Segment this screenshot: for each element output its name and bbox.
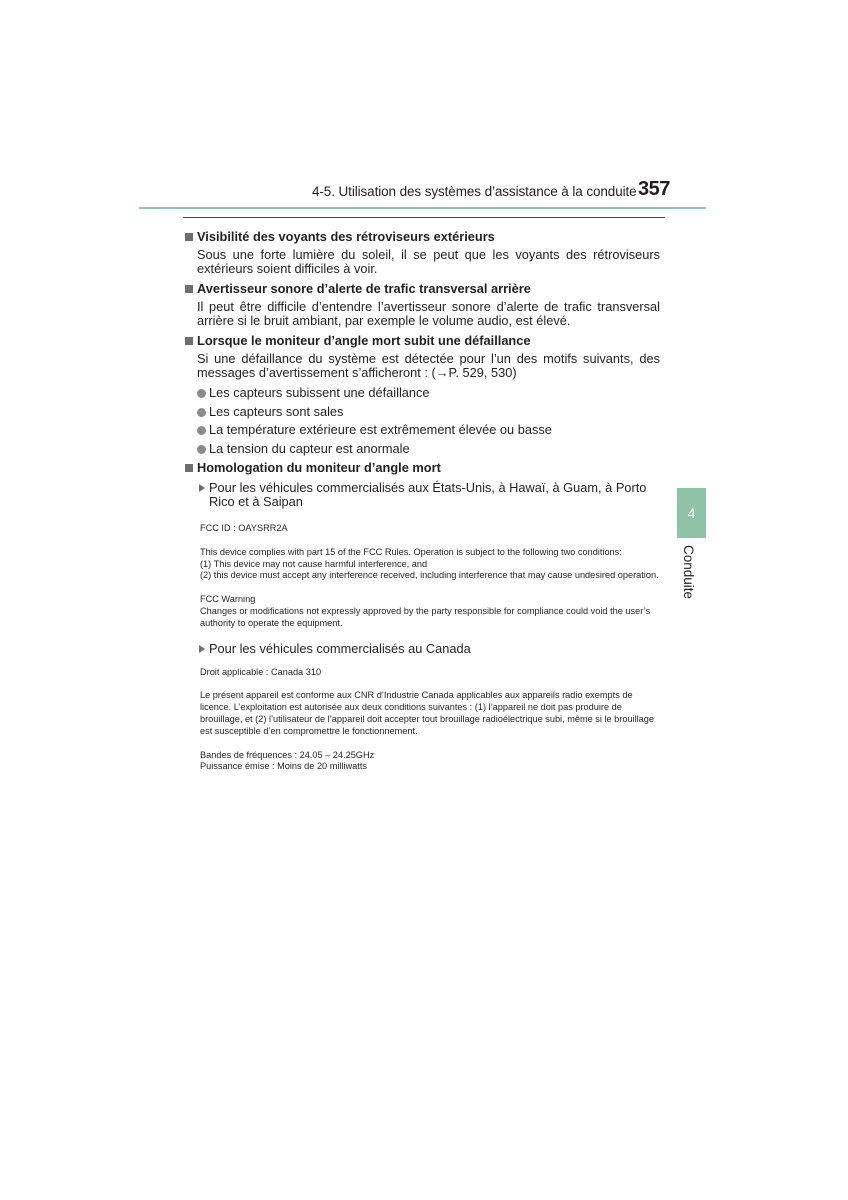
section-heading xyxy=(185,459,660,477)
square-bullet-icon xyxy=(185,337,193,345)
canada-vehicles-item xyxy=(185,642,660,656)
chapter-label: Conduite xyxy=(681,545,696,600)
arrow-right-icon xyxy=(199,645,205,653)
item-text: Pour les véhicules commercialisés au Canada xyxy=(209,640,471,656)
list-item-text: Les capteurs sont sales xyxy=(209,403,344,419)
content-rule xyxy=(183,217,665,218)
section-visibility xyxy=(185,228,660,276)
fcc-warning: FCC Warning Changes or modifications not expressly approved by the party responsible for compliance could void the user’s authority to operate the equipment. xyxy=(200,594,651,628)
canada-specs: Bandes de fréquences : 24.05 – 24.25GHz Puissance émise : Moins de 20 milliwatts xyxy=(200,749,375,772)
paragraph: Il peut être difficile d’entendre l’avertisseur sonore d’alerte de trafic transversal arrière si le bruit ambiant, par exemple le volume audio, est élevé. xyxy=(197,299,660,328)
section-heading xyxy=(185,280,660,298)
heading-text: Lorsque le moniteur d’angle mort subit une défaillance xyxy=(197,333,531,348)
section-heading xyxy=(185,332,660,350)
list-item xyxy=(185,384,660,403)
heading-text: Avertisseur sonore d’alerte de trafic transversal arrière xyxy=(197,281,531,296)
list-item xyxy=(185,421,660,440)
canada-law: Droit applicable : Canada 310 xyxy=(200,666,322,677)
chapter-tab xyxy=(677,488,706,538)
us-vehicles-item xyxy=(185,481,660,509)
list-item xyxy=(185,440,660,459)
section-title: 4-5. Utilisation des systèmes d’assistance à la conduite xyxy=(312,184,637,199)
canada-compliance-text: Le présent appareil est conforme aux CNR d’Industrie Canada applicables aux appareils radio exempts de licence. L’exploitation est autorisée aux deux conditions suivantes : (1) l’appareil ne doit pas produire de brouillage, et (2) l’utilisateur de l’appareil doit accepter tout brouillage radioélectrique subi, même si le brouillage est susceptible d’en compromettre le fonctionnement. xyxy=(200,690,655,736)
square-bullet-icon xyxy=(185,285,193,293)
fcc-compliance-text: This device complies with part 15 of the FCC Rules. Operation is subject to the following two conditions: (1) This device may not cause harmful interference, and (2) this device must accept any interference received, including interference that may cause undesired operation. xyxy=(200,546,659,581)
heading-text: Visibilité des voyants des rétroviseurs extérieurs xyxy=(197,229,495,244)
square-bullet-icon xyxy=(185,233,193,241)
header-rule xyxy=(139,207,706,209)
list-item-text: Les capteurs subissent une défaillance xyxy=(209,385,430,400)
list-item xyxy=(185,403,660,422)
list-item-text: La tension du capteur est anormale xyxy=(209,440,410,456)
paragraph: Si une défaillance du système est détectée pour l’un des motifs suivants, des messages d’avertissement s’afficheront : (→P. 529, 530) xyxy=(197,351,660,380)
section-homologation xyxy=(185,459,660,773)
fcc-id: FCC ID : OAYSRR2A xyxy=(200,523,288,533)
square-bullet-icon xyxy=(185,464,193,472)
item-text: Pour les véhicules commercialisés aux États-Unis, à Hawaï, à Guam, à Porto Rico et à Saipan xyxy=(209,480,647,509)
section-malfunction xyxy=(185,332,660,458)
page-content xyxy=(185,227,660,773)
section-heading xyxy=(185,228,660,246)
section-rear-cross-traffic xyxy=(185,280,660,328)
chapter-number: 4 xyxy=(687,505,696,521)
round-bullet-icon xyxy=(197,445,206,454)
round-bullet-icon xyxy=(197,426,206,435)
page-number: 357 xyxy=(638,178,670,200)
paragraph: Sous une forte lumière du soleil, il se peut que les voyants des rétroviseurs extérieurs soient difficiles à voir. xyxy=(197,247,660,276)
round-bullet-icon xyxy=(197,408,206,417)
list-item-text: La température extérieure est extrêmement élevée ou basse xyxy=(209,422,552,437)
round-bullet-icon xyxy=(197,389,206,398)
heading-text: Homologation du moniteur d’angle mort xyxy=(197,460,441,475)
arrow-right-icon xyxy=(199,484,205,492)
